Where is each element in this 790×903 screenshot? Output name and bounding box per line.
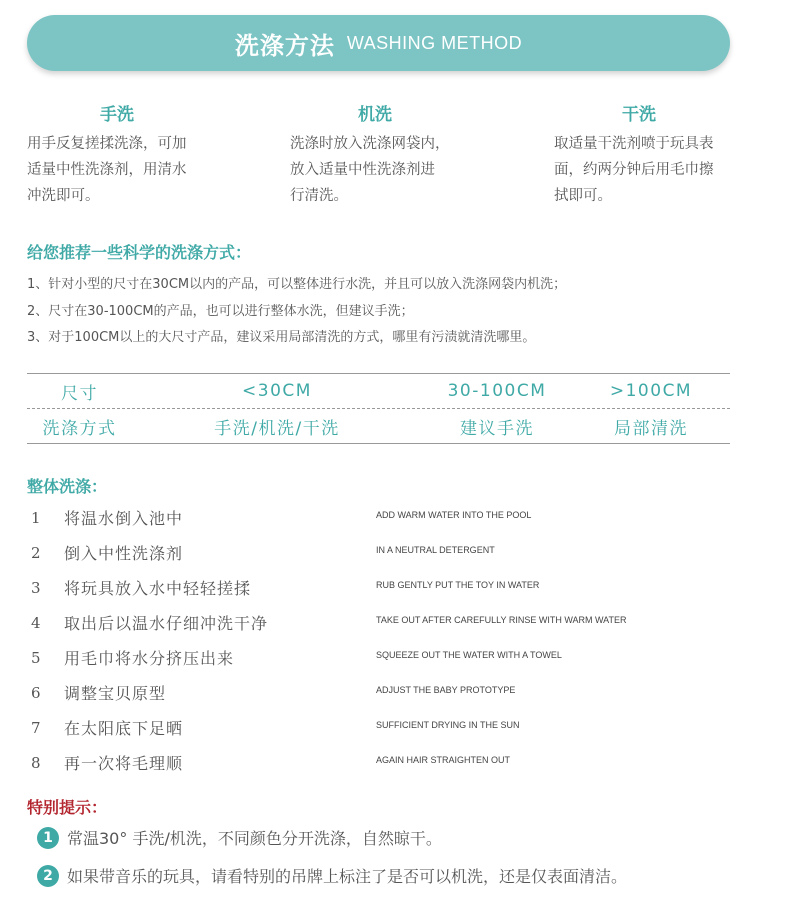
wash-step: [27, 500, 730, 535]
wash-steps: [27, 500, 730, 780]
step-number: 3: [31, 578, 41, 597]
method-desc: [27, 131, 217, 209]
method-desc-line: 拭即可。: [554, 188, 612, 204]
step-text-en: SUFFICIENT DRYING IN THE SUN: [376, 719, 520, 730]
step-number: 2: [31, 543, 41, 562]
tip-text: 常温30° 手洗/机洗，不同颜色分开洗涤，自然晾干。: [67, 829, 442, 848]
size-table: [27, 373, 730, 444]
table-row: [27, 409, 730, 443]
step-text-en: ADJUST THE BABY PROTOTYPE: [376, 684, 516, 695]
table-divider: [27, 443, 730, 444]
table-header-row: [27, 374, 730, 408]
wash-step: [27, 605, 730, 640]
table-cell: 洗涤方式: [42, 418, 117, 439]
method-desc-line: 洗涤时放入洗涤网袋内，: [290, 136, 450, 152]
method-desc-line: 面，约两分钟后用毛巾擦: [554, 162, 714, 178]
table-cell: 局部清洗: [614, 418, 688, 439]
method-desc-line: 行清洗。: [290, 188, 348, 204]
method-title: 干洗: [622, 105, 656, 125]
wash-step: [27, 710, 730, 745]
recommend-item: 2、尺寸在30-100CM的产品，也可以进行整体水洗，但建议手洗；: [27, 303, 414, 319]
wash-step: [27, 675, 730, 710]
number-circle-icon: 1: [37, 827, 59, 849]
method-desc: [290, 131, 480, 209]
table-header-cell: 尺寸: [61, 383, 98, 404]
method-desc-line: 取适量干洗剂喷于玩具表: [554, 136, 714, 152]
recommend-item: 1、针对小型的尺寸在30CM以内的产品，可以整体进行水洗，并且可以放入洗涤网袋内机洗；: [27, 277, 567, 292]
method-machine-wash: [290, 100, 480, 209]
tip-item: [37, 864, 627, 887]
step-text-en: TAKE OUT AFTER CAREFULLY RINSE WITH WARM WATER: [376, 614, 627, 625]
step-text-zh: 将玩具放入水中轻轻搓揉: [64, 579, 252, 598]
step-text-en: AGAIN HAIR STRAIGHTEN OUT: [376, 754, 511, 765]
table-cell: 手洗/机洗/干洗: [214, 418, 340, 439]
step-number: 5: [31, 648, 41, 667]
step-text-en: IN A NEUTRAL DETERGENT: [376, 544, 495, 555]
step-text-zh: 在太阳底下足晒: [64, 719, 184, 738]
step-number: 6: [31, 683, 41, 702]
step-text-zh: 再一次将毛理顺: [64, 754, 184, 773]
recommend-list: [27, 272, 747, 352]
table-header-cell: 30-100CM: [447, 381, 547, 401]
recommend-title: 给您推荐一些科学的洗涤方式：: [27, 243, 252, 262]
step-text-zh: 将温水倒入池中: [64, 509, 184, 528]
method-hand-wash: [27, 100, 217, 209]
step-text-en: RUB GENTLY PUT THE TOY IN WATER: [376, 579, 540, 590]
wash-step: [27, 745, 730, 780]
wash-step: [27, 640, 730, 675]
wash-step: [27, 535, 730, 570]
method-desc-line: 用手反复搓揉洗涤，可加: [27, 136, 187, 152]
special-tips-title: 特别提示：: [27, 798, 108, 817]
table-cell: 建议手洗: [460, 418, 534, 439]
wash-step: [27, 570, 730, 605]
tip-item: [37, 826, 442, 849]
step-text-zh: 用毛巾将水分挤压出来: [64, 649, 235, 668]
whole-wash-title: 整体洗涤：: [27, 477, 108, 496]
table-header-cell: <30CM: [242, 381, 312, 401]
banner-title-zh: 洗涤方法: [234, 31, 335, 60]
tip-text: 如果带音乐的玩具，请看特别的吊牌上标注了是否可以机洗，还是仅表面清洁。: [67, 867, 628, 886]
recommend-item: 3、对于100CM以上的大尺寸产品，建议采用局部清洗的方式，哪里有污渍就清洗哪里。: [27, 330, 536, 345]
step-number: 1: [31, 508, 41, 527]
step-number: 8: [31, 753, 41, 772]
number-circle-icon: 2: [37, 865, 59, 887]
method-title: 机洗: [358, 105, 392, 125]
method-title: 手洗: [100, 105, 134, 125]
method-desc-line: 放入适量中性洗涤剂进: [290, 162, 435, 178]
banner-title-en: WASHING METHOD: [346, 32, 523, 53]
step-number: 7: [31, 718, 41, 737]
table-header-cell: >100CM: [609, 381, 693, 401]
method-desc-line: 冲洗即可。: [27, 188, 100, 204]
method-desc: [554, 131, 744, 209]
method-desc-line: 适量中性洗涤剂，用清水: [27, 162, 187, 178]
step-text-en: SQUEEZE OUT THE WATER WITH A TOWEL: [376, 649, 562, 660]
step-number: 4: [31, 613, 41, 632]
step-text-zh: 倒入中性洗涤剂: [64, 544, 184, 563]
step-text-en: ADD WARM WATER INTO THE POOL: [376, 509, 532, 520]
method-dry-clean: [554, 100, 744, 209]
title-banner: [27, 15, 730, 71]
step-text-zh: 调整宝贝原型: [64, 684, 167, 703]
step-text-zh: 取出后以温水仔细冲洗干净: [64, 614, 269, 633]
